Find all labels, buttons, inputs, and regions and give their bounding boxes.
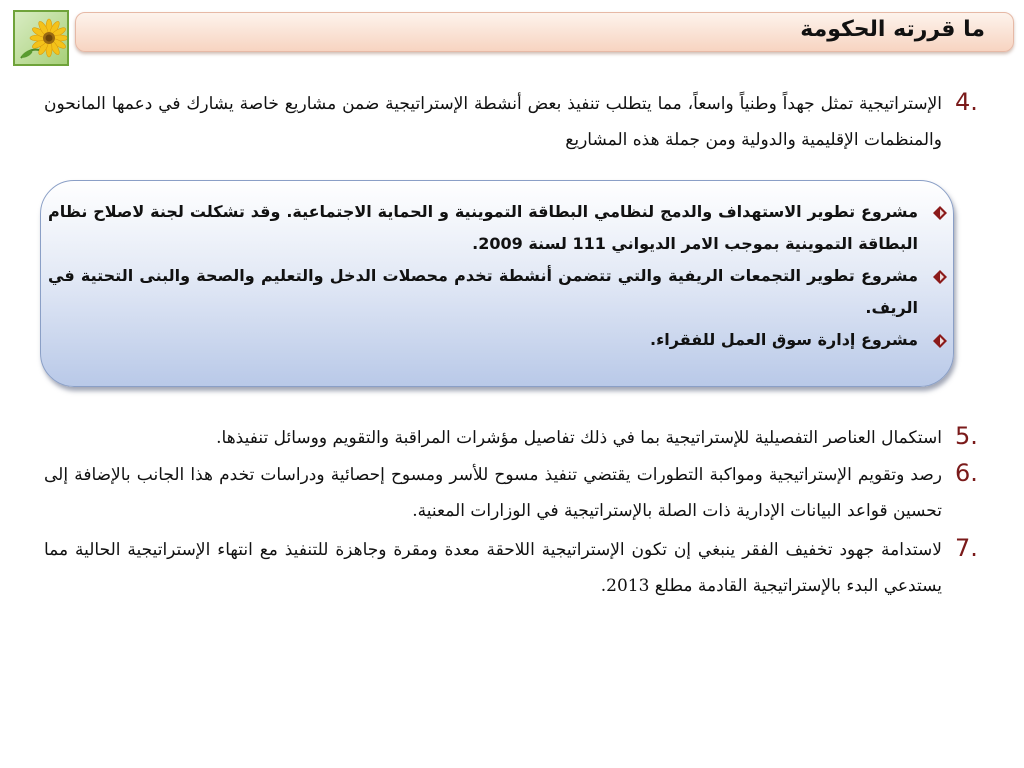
- page-title: ما قررته الحكومة: [800, 17, 985, 42]
- projects-list: [48, 196, 918, 356]
- sunflower-icon: [15, 12, 67, 64]
- diamond-arrow-bullet-icon: [932, 205, 948, 221]
- project-text: مشروع تطوير التجمعات الريفية والتي تتضمن أنشطة تخدم محصلات الدخل والتعليم والصحة والبنى التحتية في الريف.: [48, 266, 918, 317]
- list-item: استكمال العناصر التفصيلية للإستراتيجية بما في ذلك تفاصيل مؤشرات المراقبة والتقويم ووسائل تنفيذها.: [216, 428, 942, 448]
- list-item: لاستدامة جهود تخفيف الفقر ينبغي إن تكون الإستراتيجية اللاحقة معدة ومقرة وجاهزة للتنفيذ مع انتهاء الإستراتيجية الحالية مما يستدعي البدء بالإستراتيجية القادمة مطلع 2013.: [44, 540, 942, 596]
- list-item: رصد وتقويم الإستراتيجية ومواكبة التطورات يقتضي تنفيذ مسوح للأسر ومسوح إحصائية ودراسات تخدم هذا الجانب بالإضافة إلى تحسين قواعد البيانات الإدارية ذات الصلة بالإستراتيجية في الوزارات المعنية.: [44, 465, 942, 521]
- item-number: 4.: [955, 88, 978, 116]
- item-number: 6.: [955, 459, 978, 487]
- title-bar: [75, 12, 1014, 52]
- list-item: الإستراتيجية تمثل جهداً وطنياً واسعاً، مما يتطلب تنفيذ بعض أنشطة الإستراتيجية ضمن مشاريع خاصة يشارك في دعمها المانحون والمنظمات الإقليمية والدولية ومن جملة هذه المشاريع: [44, 94, 942, 150]
- logo: [13, 10, 69, 66]
- project-text: مشروع إدارة سوق العمل للفقراء.: [650, 330, 918, 349]
- item-number: 5.: [955, 422, 978, 450]
- project-item: [48, 260, 918, 324]
- diamond-arrow-bullet-icon: [932, 333, 948, 349]
- diamond-arrow-bullet-icon: [932, 269, 948, 285]
- project-item: [48, 196, 918, 260]
- project-text: مشروع تطوير الاستهداف والدمج لنظامي البطاقة التموينية و الحماية الاجتماعية. وقد تشكلت لجنة لاصلاح نظام البطاقة التموينية بموجب الامر الديواني 111 لسنة 2009.: [48, 202, 918, 253]
- project-item: [48, 324, 918, 356]
- item-number: 7.: [955, 534, 978, 562]
